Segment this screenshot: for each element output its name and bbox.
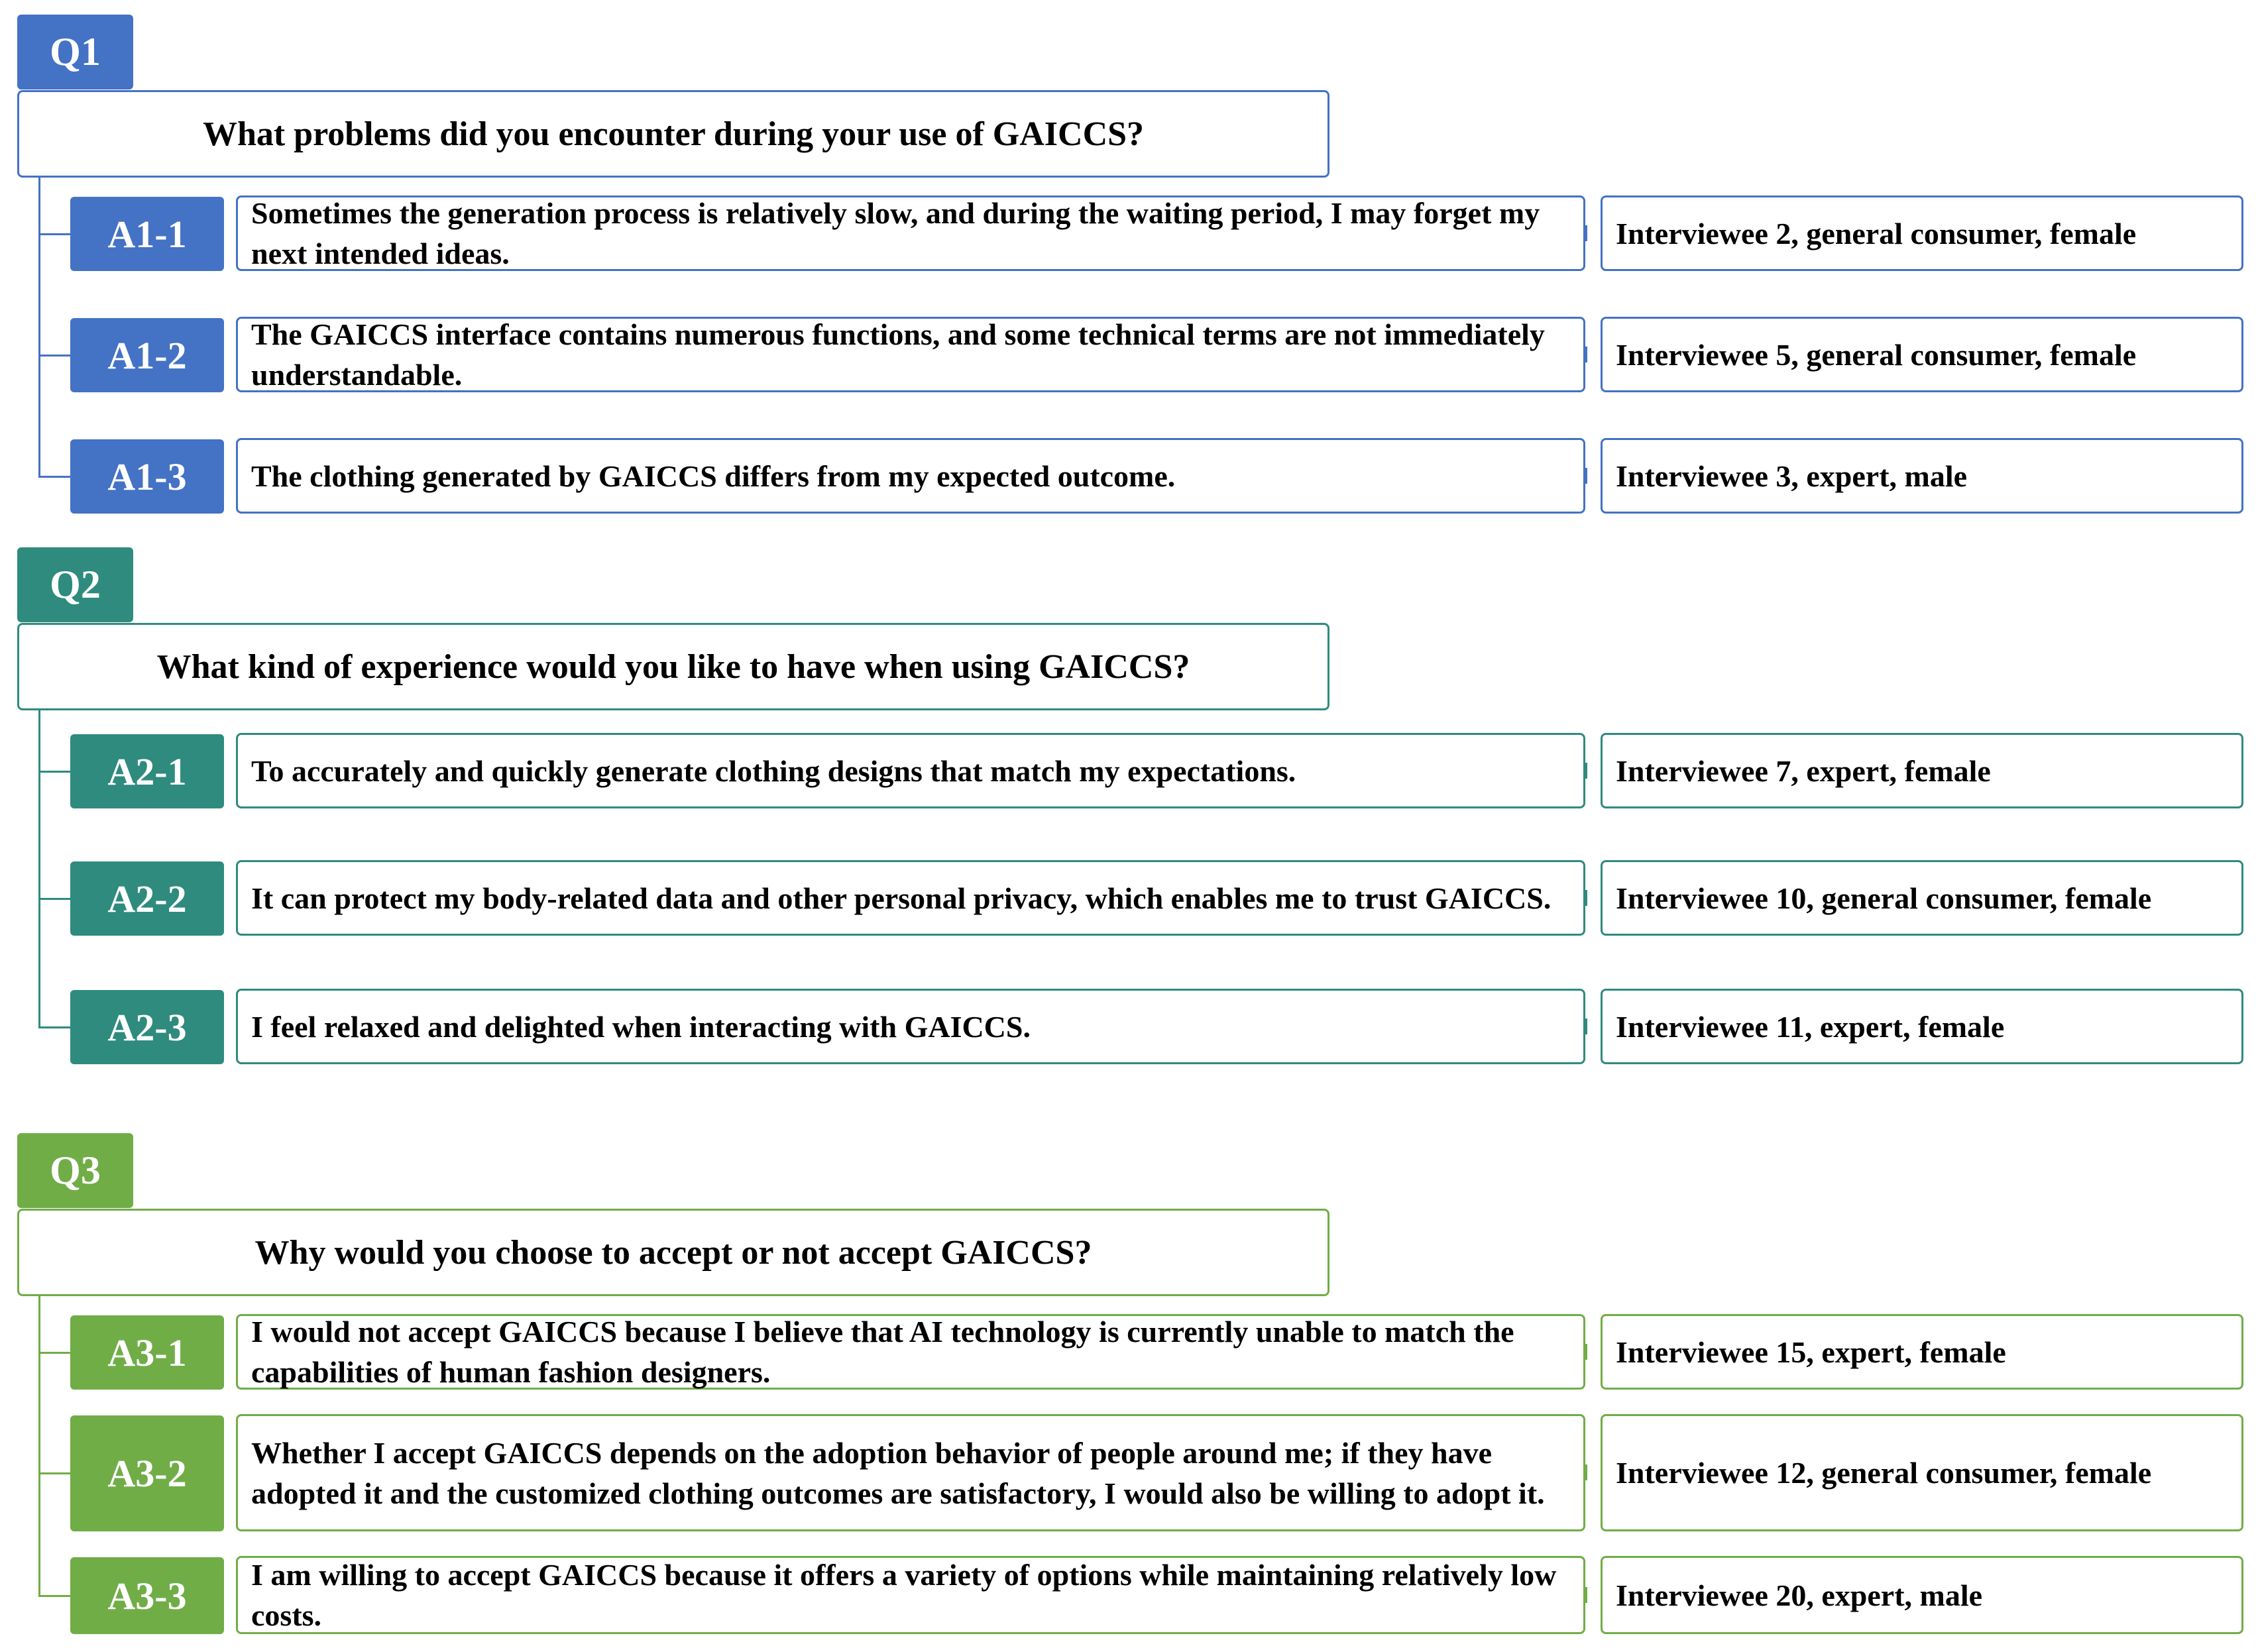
a1-1-tick (1585, 225, 1587, 241)
a2-3-tick (1585, 1019, 1587, 1034)
a3-2-interviewee: Interviewee 12, general consumer, female (1601, 1414, 2243, 1531)
a1-2-badge: A1-2 (70, 318, 224, 392)
q2-badge: Q2 (17, 547, 133, 622)
a1-2-interviewee: Interviewee 5, general consumer, female (1601, 317, 2243, 392)
a2-3-connector (38, 1026, 70, 1028)
q3-connector (38, 1296, 40, 1597)
a2-3-answer: I feel relaxed and delighted when interacting with GAICCS. (236, 989, 1585, 1064)
a1-3-tick (1585, 468, 1587, 484)
a3-3-badge: A3-3 (70, 1557, 224, 1634)
a1-3-answer: The clothing generated by GAICCS differs from my expected outcome. (236, 438, 1585, 514)
a1-3-connector (38, 476, 70, 478)
a2-2-badge: A2-2 (70, 861, 224, 936)
a3-1-connector (38, 1352, 70, 1354)
a3-1-interviewee: Interviewee 15, expert, female (1601, 1314, 2243, 1390)
a3-3-interviewee: Interviewee 20, expert, male (1601, 1556, 2243, 1634)
a1-3-interviewee: Interviewee 3, expert, male (1601, 438, 2243, 514)
a2-2-answer: It can protect my body-related data and other personal privacy, which enables me to trust GAICCS. (236, 860, 1585, 936)
a2-1-interviewee: Interviewee 7, expert, female (1601, 733, 2243, 808)
a1-1-connector (38, 233, 70, 235)
a3-2-answer: Whether I accept GAICCS depends on the adoption behavior of people around me; if they have adopted it and the customized clothing outcomes are satisfactory, I would also be willing to adopt it. (236, 1414, 1585, 1531)
a3-2-badge: A3-2 (70, 1415, 224, 1531)
a2-3-interviewee: Interviewee 11, expert, female (1601, 989, 2243, 1064)
a3-1-tick (1585, 1344, 1587, 1360)
a3-2-tick (1585, 1464, 1587, 1480)
q1-connector (38, 178, 40, 477)
a2-1-tick (1585, 763, 1587, 779)
a2-2-interviewee: Interviewee 10, general consumer, female (1601, 860, 2243, 936)
a2-1-answer: To accurately and quickly generate clothing designs that match my expectations. (236, 733, 1585, 808)
a2-1-connector (38, 771, 70, 773)
q2-connector (38, 710, 40, 1028)
a1-1-answer: Sometimes the generation process is relatively slow, and during the waiting period, I may forget my next intended ideas. (236, 195, 1585, 271)
a3-1-badge: A3-1 (70, 1315, 224, 1390)
q1-badge: Q1 (17, 15, 133, 89)
a3-3-connector (38, 1595, 70, 1597)
a2-2-connector (38, 898, 70, 900)
a1-2-connector (38, 355, 70, 357)
a3-1-answer: I would not accept GAICCS because I believe that AI technology is currently unable to match the capabilities of human fashion designers. (236, 1314, 1585, 1390)
a2-2-tick (1585, 890, 1587, 906)
a1-1-badge: A1-1 (70, 197, 224, 271)
a1-2-tick (1585, 347, 1587, 362)
a2-1-badge: A2-1 (70, 734, 224, 808)
a3-3-tick (1585, 1587, 1587, 1603)
a1-3-badge: A1-3 (70, 439, 224, 514)
a3-2-connector (38, 1472, 70, 1474)
a2-3-badge: A2-3 (70, 990, 224, 1064)
a1-2-answer: The GAICCS interface contains numerous functions, and some technical terms are not immediately understandable. (236, 317, 1585, 392)
q3-badge: Q3 (17, 1133, 133, 1208)
q3-question-box: Why would you choose to accept or not accept GAICCS? (17, 1209, 1329, 1296)
q1-question-box: What problems did you encounter during your use of GAICCS? (17, 90, 1329, 178)
a1-1-interviewee: Interviewee 2, general consumer, female (1601, 195, 2243, 271)
a3-3-answer: I am willing to accept GAICCS because it offers a variety of options while maintaining relatively low costs. (236, 1556, 1585, 1634)
q2-question-box: What kind of experience would you like to have when using GAICCS? (17, 623, 1329, 710)
